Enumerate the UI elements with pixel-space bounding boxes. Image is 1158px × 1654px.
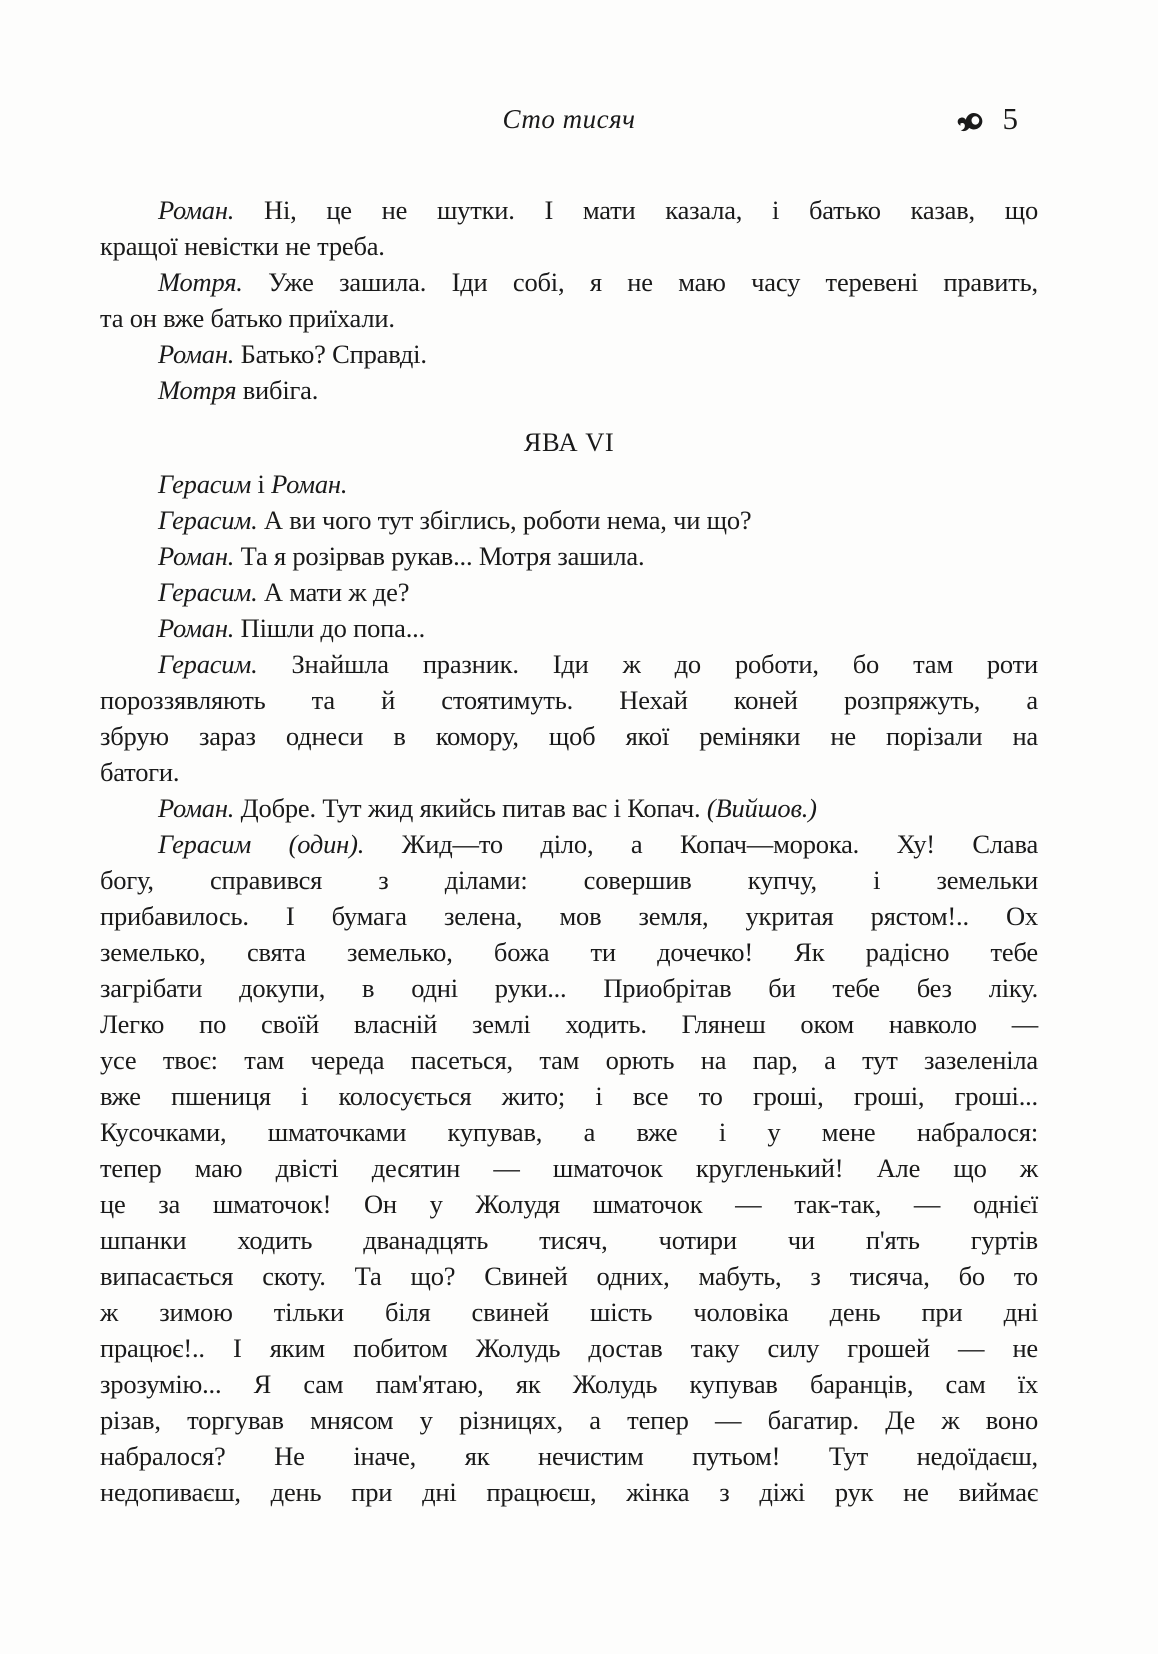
- plain-text: набралося? Не іначе, як нечистим путьом! Тут недоїдаєш,: [100, 1441, 1038, 1471]
- plain-text: батоги.: [100, 757, 180, 787]
- plain-text: недопиваєш, день при дні працюєш, жінка з діжі рук не виймає: [100, 1477, 1038, 1507]
- text-line: [100, 1222, 1038, 1258]
- text-line: [100, 466, 1038, 502]
- plain-text: ЯВА VI: [523, 427, 615, 457]
- italic-text: Роман.: [271, 469, 348, 499]
- text-line: [100, 1438, 1038, 1474]
- text-line: [100, 192, 1038, 228]
- plain-text: Кусочками, шматочками купував, а вже і у мене набралося:: [100, 1117, 1038, 1147]
- plain-text: Добре. Тут жид якийсь питав вас і Копач.: [234, 793, 707, 823]
- text-line: [100, 1294, 1038, 1330]
- text-line: [100, 264, 1038, 300]
- text-line: [100, 1006, 1038, 1042]
- text-line: [100, 1042, 1038, 1078]
- plain-text: збрую зараз однеси в комору, щоб якої реміняки не порізали на: [100, 721, 1038, 751]
- text-line: [100, 1330, 1038, 1366]
- text-line: [100, 1186, 1038, 1222]
- text-line: [100, 1366, 1038, 1402]
- plain-text: прибавилось. І бумага зелена, мов земля, укритая рястом!.. Ох: [100, 901, 1038, 931]
- text-line: [100, 228, 1038, 264]
- plain-text: земелько, свята земелько, божа ти дочечко! Як радісно тебе: [100, 937, 1038, 967]
- text-line: [100, 336, 1038, 372]
- italic-text: Роман.: [158, 541, 235, 571]
- text-line: [100, 790, 1038, 826]
- plain-text: Уже зашила. Іди собі, я не маю часу теревені править,: [242, 267, 1038, 297]
- text-line: [100, 862, 1038, 898]
- plain-text: і: [251, 469, 272, 499]
- plain-text: Батько? Справді.: [234, 339, 427, 369]
- text-line: [100, 970, 1038, 1006]
- text-line: [100, 1150, 1038, 1186]
- plain-text: різав, торгував мнясом у різницях, а тепер — багатир. Де ж воно: [100, 1405, 1038, 1435]
- plain-text: А мати ж де?: [257, 577, 410, 607]
- italic-text: Роман.: [158, 793, 235, 823]
- plain-text: працює!.. І яким побитом Жолудь достав таку силу грошей — не: [100, 1333, 1038, 1363]
- italic-text: Мотря: [158, 375, 237, 405]
- italic-text: Герасим.: [158, 577, 258, 607]
- italic-text: Мотря.: [158, 267, 243, 297]
- text-line: [100, 1474, 1038, 1510]
- text-line: [100, 754, 1038, 790]
- text-line: [100, 502, 1038, 538]
- text-line: [100, 646, 1038, 682]
- text-line: [100, 682, 1038, 718]
- italic-text: Роман.: [158, 613, 235, 643]
- text-line: [100, 718, 1038, 754]
- text-line: [100, 934, 1038, 970]
- text-line: [100, 826, 1038, 862]
- plain-text: Пішли до попа...: [234, 613, 425, 643]
- plain-text: Та я розірвав рукав... Мотря зашила.: [234, 541, 645, 571]
- plain-text: шпанки ходить дванадцять тисяч, чотири чи п'ять гуртів: [100, 1225, 1038, 1255]
- plain-text: богу, справився з ділами: совершив купчу, і земельки: [100, 865, 1038, 895]
- text-line: [100, 372, 1038, 408]
- italic-text: Герасим.: [158, 649, 258, 679]
- text-line: [100, 1258, 1038, 1294]
- plain-text: зрозумію... Я сам пам'ятаю, як Жолудь купував баранців, сам їх: [100, 1369, 1038, 1399]
- plain-text: усе твоє: там череда пасеться, там орють на пар, а тут зазеленіла: [100, 1045, 1038, 1075]
- italic-text: Роман.: [158, 339, 235, 369]
- plain-text: тепер маю двісті десятин — шматочок кругленький! Але що ж: [100, 1153, 1038, 1183]
- text-line: [100, 1114, 1038, 1150]
- text-line: [100, 300, 1038, 336]
- plain-text: кращої невістки не треба.: [100, 231, 385, 261]
- page-header: [100, 101, 1038, 143]
- plain-text: випасається скоту. Та що? Свиней одних, мабуть, з тисяча, бо то: [100, 1261, 1038, 1291]
- italic-text: Герасим.: [158, 505, 258, 535]
- italic-text: Герасим (один).: [158, 829, 365, 859]
- plain-text: ж зимою тільки біля свиней шість чоловіка день при дні: [100, 1297, 1038, 1327]
- italic-text: Герасим: [158, 469, 252, 499]
- text-line: [100, 574, 1038, 610]
- plain-text: Знайшла празник. Іди ж до роботи, бо там роти: [257, 649, 1038, 679]
- text-line: [100, 538, 1038, 574]
- plain-text: пороззявляють та й стоятимуть. Нехай коней розпряжуть, а: [100, 685, 1038, 715]
- scene-heading: [100, 424, 1038, 460]
- plain-text: Жид—то діло, а Копач—морока. Ху! Слава: [364, 829, 1039, 859]
- fleuron-icon: [955, 105, 988, 134]
- plain-text: А ви чого тут збіглись, роботи нема, чи що?: [257, 505, 752, 535]
- text-line: [100, 898, 1038, 934]
- plain-text: вибіга.: [236, 375, 319, 405]
- page-marker: [955, 101, 1019, 137]
- plain-text: та он вже батько приїхали.: [100, 303, 395, 333]
- text-line: [100, 1402, 1038, 1438]
- plain-text: Легко по своїй власній землі ходить. Глянеш оком навколо —: [100, 1009, 1038, 1039]
- text-body: [100, 192, 1038, 1510]
- plain-text: вже пшениця і колосується жито; і все то гроші, гроші, гроші...: [100, 1081, 1038, 1111]
- text-line: [100, 1078, 1038, 1114]
- italic-text: (Вийшов.): [706, 793, 817, 823]
- italic-text: Роман.: [158, 195, 235, 225]
- plain-text: Ні, це не шутки. І мати казала, і батько казав, що: [234, 195, 1038, 225]
- plain-text: загрібати докупи, в одні руки... Приобрітав би тебе без ліку.: [100, 973, 1038, 1003]
- page-number: 5: [1002, 101, 1018, 136]
- plain-text: це за шматочок! Он у Жолудя шматочок — так-так, — однієї: [100, 1189, 1038, 1219]
- text-line: [100, 610, 1038, 646]
- running-title: Сто тисяч: [502, 104, 636, 134]
